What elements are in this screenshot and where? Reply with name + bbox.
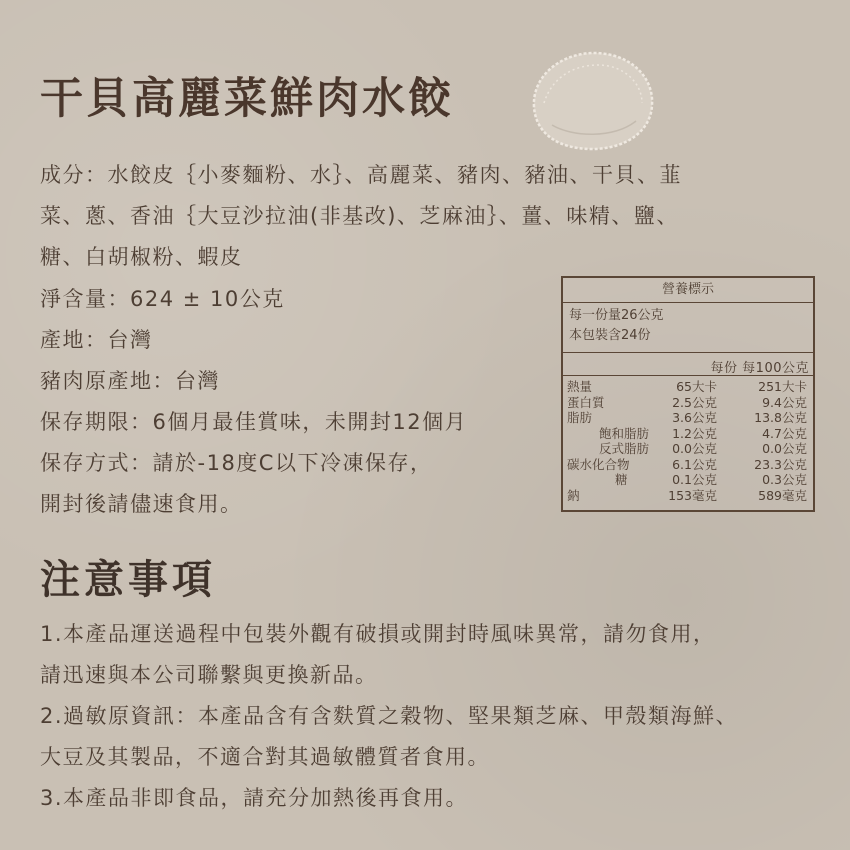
per-100g-value: 0.3公克: [762, 472, 807, 487]
per-100g-value: 0.0公克: [762, 441, 807, 456]
notice-line-2: 請迅速與本公司聯繫與更換新品。: [40, 663, 378, 687]
serving-info: [569, 306, 664, 346]
nutrition-facts-table: [561, 276, 815, 512]
product-title: 干貝高麗菜鮮肉水餃: [40, 74, 454, 124]
col-per-serving: 每份: [710, 361, 738, 376]
nutrition-row: [567, 441, 809, 457]
ingredients-line-1: 成分：水餃皮｛小麥麵粉、水｝、高麗菜、豬肉、豬油、干貝、韮: [40, 163, 682, 187]
nutrient-name: 脂肪: [567, 410, 593, 425]
nutrition-row: [567, 488, 809, 504]
notice-line-5: 3.本產品非即食品，請充分加熱後再食用。: [40, 786, 469, 810]
per-100g-value: 9.4公克: [762, 394, 807, 410]
nutrition-row: [567, 395, 809, 411]
nutrient-name: 飽和脂肪: [599, 425, 650, 441]
ingredients-line-2: 菜、蔥、香油｛大豆沙拉油(非基改)、芝麻油｝、薑、味精、鹽、: [40, 204, 679, 228]
per-100g-value: 589毫克: [758, 487, 807, 503]
nutrition-row: [567, 472, 809, 488]
servings-per-package: 本包裝含24份: [569, 328, 651, 343]
storage-method: 保存方式：請於-18度C以下冷凍保存，: [40, 451, 433, 475]
net-weight: 淨含量：624 ± 10公克: [40, 287, 285, 311]
shelf-life: 保存期限：6個月最佳賞味，未開封12個月: [40, 410, 468, 434]
nutrient-name: 熱量: [567, 379, 593, 394]
nutrition-header: 營養標示: [563, 278, 813, 303]
after-opening-note: 開封後請儘速食用。: [40, 492, 243, 516]
notice-line-3: 2.過敏原資訊：本產品含有含麩質之穀物、堅果類芝麻、甲殼類海鮮、: [40, 704, 739, 728]
per-100g-value: 251大卡: [758, 379, 807, 394]
nutrient-name: 糖: [615, 472, 628, 487]
per-100g-value: 23.3公克: [754, 456, 807, 472]
origin: 產地：台灣: [40, 328, 153, 352]
serving-size: 每一份量26公克: [569, 308, 664, 323]
nutrition-row: [567, 426, 809, 442]
notice-title: 注意事項: [40, 557, 216, 603]
per-serving-value: 0.1公克: [672, 472, 717, 487]
nutrition-row: [567, 457, 809, 473]
nutrition-divider: [563, 375, 813, 376]
per-serving-value: 6.1公克: [672, 456, 717, 472]
per-serving-value: 153毫克: [668, 487, 717, 503]
pork-origin: 豬肉原產地：台灣: [40, 369, 220, 393]
notice-line-4: 大豆及其製品，不適合對其過敏體質者食用。: [40, 745, 490, 769]
nutrition-rows: [567, 379, 809, 503]
nutrient-name: 反式脂肪: [599, 441, 650, 456]
nutrient-name: 蛋白質: [567, 394, 605, 410]
nutrition-column-headers: [711, 357, 809, 376]
nutrition-divider: [563, 352, 813, 353]
nutrition-row: [567, 379, 809, 395]
per-100g-value: 13.8公克: [754, 410, 807, 425]
nutrient-name: 鈉: [567, 487, 580, 503]
nutrient-name: 碳水化合物: [567, 456, 630, 472]
notice-line-1: 1.本產品運送過程中包裝外觀有破損或開封時風味異常，請勿食用，: [40, 622, 716, 646]
per-serving-value: 65大卡: [676, 379, 717, 394]
nutrition-row: [567, 410, 809, 426]
per-serving-value: 2.5公克: [672, 394, 717, 410]
per-serving-value: 1.2公克: [672, 425, 717, 441]
col-per-100g: 每100公克: [742, 361, 809, 376]
per-100g-value: 4.7公克: [762, 425, 807, 441]
per-serving-value: 0.0公克: [672, 441, 717, 456]
ingredients-line-3: 糖、白胡椒粉、蝦皮: [40, 245, 243, 269]
per-serving-value: 3.6公克: [672, 410, 717, 425]
dumpling-illustration: [522, 45, 660, 157]
